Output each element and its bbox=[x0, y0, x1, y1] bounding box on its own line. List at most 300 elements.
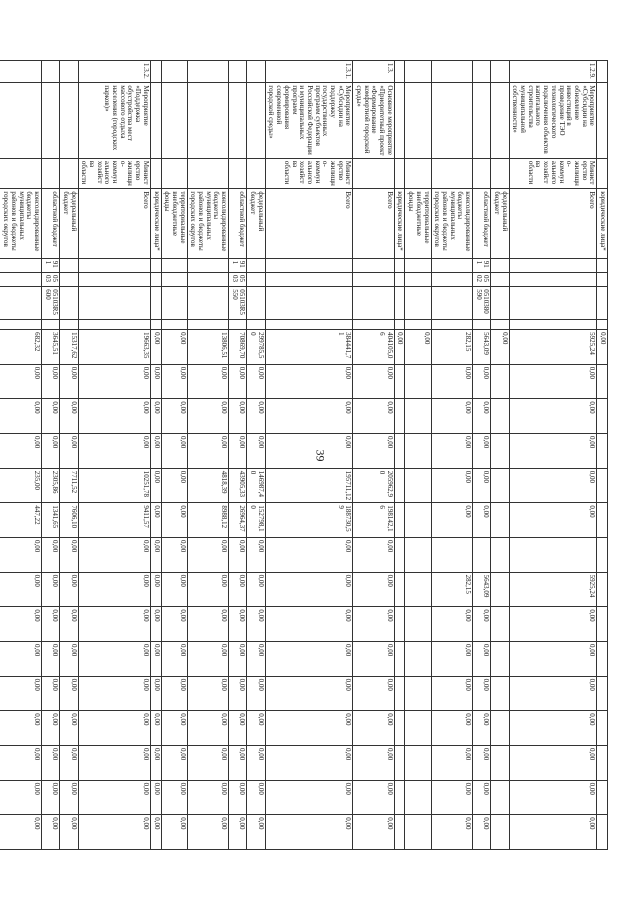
year-amount-cell: 0,00 bbox=[78, 711, 150, 746]
measure-name-cell: Основное мероприятие «Приоритетный проект «Формирование комфортной городской среды» bbox=[353, 83, 394, 158]
vr-code-cell bbox=[597, 319, 608, 329]
year-amount-cell: 0,00 bbox=[150, 434, 161, 469]
year-amount-cell: 0,00 bbox=[0, 641, 41, 676]
grbs-code-cell bbox=[431, 258, 472, 272]
vr-code-cell bbox=[509, 319, 597, 329]
measure-name-cell bbox=[597, 83, 608, 158]
table-row bbox=[405, 61, 431, 850]
row-number-cell bbox=[491, 61, 509, 83]
year-amount-cell: 0,00 bbox=[431, 815, 472, 850]
year-amount-cell: 0,00 bbox=[247, 607, 265, 642]
year-amount-cell: 0,00 bbox=[60, 364, 78, 399]
year-amount-cell bbox=[394, 745, 405, 780]
year-amount-cell bbox=[491, 815, 509, 850]
year-amount-cell: 188730,59 bbox=[265, 503, 353, 538]
rz-pr-code-cell: 0503 bbox=[229, 273, 247, 287]
year-amount-cell bbox=[394, 607, 405, 642]
year-amount-cell: 0,00 bbox=[41, 399, 59, 434]
measure-name-cell bbox=[60, 83, 78, 158]
total-amount-cell: 5925,24 bbox=[509, 330, 597, 365]
year-amount-cell: 0,00 bbox=[60, 434, 78, 469]
year-amount-cell: 0,00 bbox=[509, 468, 597, 503]
measure-name-cell bbox=[161, 83, 187, 158]
year-amount-cell: 0,00 bbox=[229, 399, 247, 434]
year-amount-cell: 0,00 bbox=[0, 745, 41, 780]
year-amount-cell: 0,00 bbox=[161, 538, 187, 573]
grbs-code-cell bbox=[405, 258, 431, 272]
csr-code-cell bbox=[187, 287, 228, 320]
year-amount-cell: 43905,33 bbox=[229, 468, 247, 503]
table-row bbox=[265, 61, 353, 850]
grbs-code-cell bbox=[353, 258, 394, 272]
grbs-code-cell bbox=[394, 258, 405, 272]
year-amount-cell: 0,00 bbox=[509, 434, 597, 469]
rz-pr-code-cell bbox=[353, 273, 394, 287]
year-amount-cell: 0,00 bbox=[473, 676, 491, 711]
grbs-code-cell bbox=[265, 258, 353, 272]
year-amount-cell: 0,00 bbox=[247, 434, 265, 469]
grbs-code-cell bbox=[60, 258, 78, 272]
year-amount-cell: 0,00 bbox=[41, 676, 59, 711]
year-amount-cell: 0,00 bbox=[473, 503, 491, 538]
year-amount-cell: 0,00 bbox=[473, 745, 491, 780]
grbs-code-cell: 911 bbox=[41, 258, 59, 272]
row-number-cell bbox=[187, 61, 228, 83]
year-amount-cell: 0,00 bbox=[229, 572, 247, 607]
year-amount-cell: 205962,90 bbox=[353, 468, 394, 503]
measure-name-cell bbox=[431, 83, 472, 158]
year-amount-cell: 0,00 bbox=[353, 745, 394, 780]
row-number-cell bbox=[150, 61, 161, 83]
grbs-code-cell bbox=[247, 258, 265, 272]
year-amount-cell bbox=[597, 745, 608, 780]
year-amount-cell: 0,00 bbox=[150, 572, 161, 607]
row-number-cell bbox=[247, 61, 265, 83]
csr-code-cell bbox=[597, 287, 608, 320]
executor-cell bbox=[353, 158, 394, 189]
row-number-cell bbox=[0, 61, 41, 83]
rz-pr-code-cell bbox=[161, 273, 187, 287]
year-amount-cell: 0,00 bbox=[509, 503, 597, 538]
year-amount-cell: 0,00 bbox=[509, 815, 597, 850]
year-amount-cell: 0,00 bbox=[161, 503, 187, 538]
measure-name-cell: Мероприятие «Субсидии на поддержку государственных программ субъектов Российской Федерации и муниципальных программ формирования современной городской среды» bbox=[265, 83, 353, 158]
year-amount-cell bbox=[597, 711, 608, 746]
year-amount-cell bbox=[491, 399, 509, 434]
year-amount-cell: 0,00 bbox=[265, 572, 353, 607]
year-amount-cell bbox=[394, 468, 405, 503]
year-amount-cell: 26964,37 bbox=[229, 503, 247, 538]
funding-source-cell: областной бюджет bbox=[229, 189, 247, 258]
year-amount-cell: 198142,16 bbox=[353, 503, 394, 538]
year-amount-cell bbox=[405, 503, 431, 538]
table-row bbox=[509, 61, 597, 850]
year-amount-cell: 0,00 bbox=[431, 399, 472, 434]
year-amount-cell: 0,00 bbox=[150, 676, 161, 711]
year-amount-cell: 0,00 bbox=[473, 815, 491, 850]
csr-code-cell bbox=[509, 287, 597, 320]
total-amount-cell: 0,00 bbox=[491, 330, 509, 365]
budget-table-area bbox=[2, 60, 608, 850]
year-amount-cell: 0,00 bbox=[247, 538, 265, 573]
year-amount-cell bbox=[394, 676, 405, 711]
rz-pr-code-cell bbox=[78, 273, 150, 287]
measure-name-cell bbox=[0, 83, 41, 158]
vr-code-cell bbox=[473, 319, 491, 329]
year-amount-cell: 0,00 bbox=[473, 780, 491, 815]
grbs-code-cell bbox=[509, 258, 597, 272]
rz-pr-code-cell bbox=[265, 273, 353, 287]
year-amount-cell: 0,00 bbox=[60, 538, 78, 573]
year-amount-cell: 0,00 bbox=[78, 607, 150, 642]
table-row bbox=[161, 61, 187, 850]
total-amount-cell: 70869,70 bbox=[229, 330, 247, 365]
year-amount-cell bbox=[597, 364, 608, 399]
year-amount-cell: 0,00 bbox=[431, 711, 472, 746]
funding-source-cell: юридические лица* bbox=[597, 189, 608, 258]
year-amount-cell: 0,00 bbox=[150, 745, 161, 780]
year-amount-cell bbox=[405, 641, 431, 676]
grbs-code-cell bbox=[150, 258, 161, 272]
year-amount-cell: 0,00 bbox=[60, 399, 78, 434]
year-amount-cell: 146987,40 bbox=[247, 468, 265, 503]
year-amount-cell: 0,00 bbox=[78, 780, 150, 815]
total-amount-cell: 15317,62 bbox=[60, 330, 78, 365]
year-amount-cell: 0,00 bbox=[0, 364, 41, 399]
funding-source-cell: территориальные внебюджетные фонды bbox=[161, 189, 187, 258]
year-amount-cell: 0,00 bbox=[0, 572, 41, 607]
funding-source-cell: областной бюджет bbox=[473, 189, 491, 258]
table-row bbox=[431, 61, 472, 850]
year-amount-cell: 0,00 bbox=[41, 745, 59, 780]
row-number-cell: 1.3. bbox=[353, 61, 394, 83]
csr-code-cell: 05103R5600 bbox=[41, 287, 59, 320]
year-amount-cell: 0,00 bbox=[161, 364, 187, 399]
funding-source-cell: федеральный бюджет bbox=[491, 189, 509, 258]
rz-pr-code-cell bbox=[150, 273, 161, 287]
rz-pr-code-cell: 0502 bbox=[473, 273, 491, 287]
year-amount-cell: 0,00 bbox=[150, 538, 161, 573]
vr-code-cell bbox=[150, 319, 161, 329]
row-number-cell bbox=[473, 61, 491, 83]
row-number-cell bbox=[405, 61, 431, 83]
year-amount-cell: 0,00 bbox=[473, 434, 491, 469]
year-amount-cell: 0,00 bbox=[473, 364, 491, 399]
vr-code-cell bbox=[60, 319, 78, 329]
vr-code-cell bbox=[491, 319, 509, 329]
year-amount-cell bbox=[491, 572, 509, 607]
year-amount-cell bbox=[491, 538, 509, 573]
year-amount-cell: 0,00 bbox=[509, 641, 597, 676]
year-amount-cell: 0,00 bbox=[78, 538, 150, 573]
funding-source-cell: юридические лица* bbox=[150, 189, 161, 258]
executor-cell bbox=[229, 158, 247, 189]
vr-code-cell bbox=[78, 319, 150, 329]
year-amount-cell: 0,00 bbox=[150, 503, 161, 538]
year-amount-cell: 0,00 bbox=[473, 468, 491, 503]
executor-cell bbox=[431, 158, 472, 189]
year-amount-cell: 0,00 bbox=[265, 745, 353, 780]
year-amount-cell: 0,00 bbox=[229, 364, 247, 399]
year-amount-cell bbox=[509, 538, 597, 573]
year-amount-cell: 0,00 bbox=[509, 711, 597, 746]
total-amount-cell: 0,00 bbox=[394, 330, 405, 365]
measure-name-cell bbox=[229, 83, 247, 158]
funding-source-cell: Всего bbox=[353, 189, 394, 258]
year-amount-cell: 0,00 bbox=[509, 364, 597, 399]
year-amount-cell: 0,00 bbox=[0, 815, 41, 850]
year-amount-cell: 0,00 bbox=[161, 572, 187, 607]
year-amount-cell: 0,00 bbox=[187, 538, 228, 573]
year-amount-cell: 0,00 bbox=[150, 780, 161, 815]
vr-code-cell bbox=[265, 319, 353, 329]
funding-source-cell: консолидированные бюджеты муниципальных районов и бюджеты городских округов bbox=[431, 189, 472, 258]
year-amount-cell: 0,00 bbox=[161, 468, 187, 503]
year-amount-cell: 0,00 bbox=[473, 711, 491, 746]
year-amount-cell: 0,00 bbox=[60, 572, 78, 607]
year-amount-cell: 0,00 bbox=[60, 815, 78, 850]
year-amount-cell bbox=[394, 780, 405, 815]
row-number-cell: 1.3.2. bbox=[78, 61, 150, 83]
csr-code-cell bbox=[394, 287, 405, 320]
year-amount-cell: 0,00 bbox=[78, 572, 150, 607]
vr-code-cell bbox=[0, 319, 41, 329]
total-amount-cell: 3645,51 bbox=[41, 330, 59, 365]
total-amount-cell: 0,00 bbox=[597, 330, 608, 365]
year-amount-cell bbox=[405, 434, 431, 469]
year-amount-cell: 0,00 bbox=[353, 434, 394, 469]
year-amount-cell: 0,00 bbox=[41, 711, 59, 746]
csr-code-cell bbox=[0, 287, 41, 320]
year-amount-cell: 0,00 bbox=[265, 711, 353, 746]
executor-cell bbox=[60, 158, 78, 189]
row-number-cell bbox=[394, 61, 405, 83]
year-amount-cell bbox=[597, 468, 608, 503]
year-amount-cell: 0,00 bbox=[161, 676, 187, 711]
year-amount-cell: 0,00 bbox=[60, 641, 78, 676]
year-amount-cell: 0,00 bbox=[247, 780, 265, 815]
year-amount-cell: 0,00 bbox=[229, 780, 247, 815]
year-amount-cell: 10251,78 bbox=[78, 468, 150, 503]
year-amount-cell: 0,00 bbox=[353, 711, 394, 746]
year-amount-cell: 0,00 bbox=[247, 711, 265, 746]
row-number-cell bbox=[229, 61, 247, 83]
year-amount-cell bbox=[405, 572, 431, 607]
year-amount-cell bbox=[473, 538, 491, 573]
year-amount-cell: 0,00 bbox=[41, 572, 59, 607]
csr-code-cell bbox=[431, 287, 472, 320]
total-amount-cell: 404105,06 bbox=[353, 330, 394, 365]
year-amount-cell: 0,00 bbox=[60, 780, 78, 815]
year-amount-cell: 0,00 bbox=[265, 815, 353, 850]
year-amount-cell: 7711,52 bbox=[60, 468, 78, 503]
year-amount-cell: 4818,39 bbox=[187, 468, 228, 503]
year-amount-cell bbox=[405, 745, 431, 780]
measure-name-cell bbox=[405, 83, 431, 158]
year-amount-cell: 0,00 bbox=[353, 364, 394, 399]
year-amount-cell: 0,00 bbox=[431, 780, 472, 815]
rz-pr-code-cell bbox=[491, 273, 509, 287]
executor-cell bbox=[405, 158, 431, 189]
measure-name-cell bbox=[491, 83, 509, 158]
vr-code-cell bbox=[353, 319, 394, 329]
year-amount-cell: 152798,10 bbox=[247, 503, 265, 538]
year-amount-cell bbox=[405, 780, 431, 815]
year-amount-cell: 1341,65 bbox=[41, 503, 59, 538]
csr-code-cell bbox=[405, 287, 431, 320]
table-row bbox=[187, 61, 228, 850]
year-amount-cell: 0,00 bbox=[509, 676, 597, 711]
year-amount-cell: 0,00 bbox=[431, 364, 472, 399]
year-amount-cell: 0,00 bbox=[431, 745, 472, 780]
row-number-cell bbox=[41, 61, 59, 83]
year-amount-cell: 0,00 bbox=[0, 434, 41, 469]
year-amount-cell: 0,00 bbox=[41, 538, 59, 573]
year-amount-cell: 0,00 bbox=[353, 607, 394, 642]
table-row bbox=[394, 61, 405, 850]
year-amount-cell: 447,22 bbox=[0, 503, 41, 538]
year-amount-cell: 0,00 bbox=[161, 434, 187, 469]
measure-name-cell bbox=[41, 83, 59, 158]
executor-cell: Министерство жилищно-коммунального хозяйства области bbox=[265, 158, 353, 189]
year-amount-cell: 0,00 bbox=[41, 364, 59, 399]
year-amount-cell bbox=[491, 676, 509, 711]
year-amount-cell bbox=[405, 364, 431, 399]
year-amount-cell: 0,00 bbox=[161, 745, 187, 780]
year-amount-cell: 0,00 bbox=[265, 434, 353, 469]
total-amount-cell: 0,00 bbox=[150, 330, 161, 365]
csr-code-cell bbox=[161, 287, 187, 320]
year-amount-cell: 0,00 bbox=[78, 676, 150, 711]
funding-source-cell: федеральный бюджет bbox=[247, 189, 265, 258]
row-number-cell bbox=[161, 61, 187, 83]
measure-name-cell: Мероприятие «Поддержка обустройства мест массового отдыха населения (городских парков)» bbox=[78, 83, 150, 158]
year-amount-cell: 0,00 bbox=[247, 399, 265, 434]
year-amount-cell: 0,00 bbox=[78, 364, 150, 399]
year-amount-cell bbox=[405, 815, 431, 850]
table-row bbox=[41, 61, 59, 850]
year-amount-cell bbox=[405, 538, 431, 573]
executor-cell bbox=[150, 158, 161, 189]
year-amount-cell: 0,00 bbox=[41, 815, 59, 850]
table-row bbox=[0, 61, 41, 850]
budget-table-body bbox=[0, 61, 608, 850]
year-amount-cell: 0,00 bbox=[0, 676, 41, 711]
csr-code-cell bbox=[353, 287, 394, 320]
year-amount-cell: 0,00 bbox=[187, 815, 228, 850]
year-amount-cell: 0,00 bbox=[0, 538, 41, 573]
budget-table bbox=[0, 60, 608, 850]
year-amount-cell: 195711,12 bbox=[265, 468, 353, 503]
year-amount-cell bbox=[491, 434, 509, 469]
year-amount-cell: 0,00 bbox=[78, 815, 150, 850]
year-amount-cell: 0,00 bbox=[150, 364, 161, 399]
year-amount-cell: 0,00 bbox=[187, 364, 228, 399]
year-amount-cell bbox=[394, 641, 405, 676]
executor-cell bbox=[161, 158, 187, 189]
table-row bbox=[491, 61, 509, 850]
funding-source-cell: консолидированные бюджеты муниципальных районов и бюджеты городских округов bbox=[0, 189, 41, 258]
year-amount-cell: 0,00 bbox=[150, 711, 161, 746]
funding-source-cell: территориальные внебюджетные фонды bbox=[405, 189, 431, 258]
year-amount-cell: 0,00 bbox=[247, 572, 265, 607]
year-amount-cell: 0,00 bbox=[353, 815, 394, 850]
grbs-code-cell bbox=[597, 258, 608, 272]
year-amount-cell bbox=[597, 434, 608, 469]
year-amount-cell: 0,00 bbox=[150, 641, 161, 676]
rotated-table-container bbox=[2, 60, 608, 850]
year-amount-cell bbox=[394, 434, 405, 469]
executor-cell: Министерство жилищно-коммунального хозяйства области bbox=[78, 158, 150, 189]
year-amount-cell bbox=[405, 468, 431, 503]
table-row bbox=[247, 61, 265, 850]
year-amount-cell bbox=[597, 676, 608, 711]
csr-code-cell: 0510380590 bbox=[473, 287, 491, 320]
year-amount-cell: 0,00 bbox=[265, 607, 353, 642]
year-amount-cell: 0,00 bbox=[60, 745, 78, 780]
year-amount-cell bbox=[597, 641, 608, 676]
year-amount-cell: 0,00 bbox=[247, 641, 265, 676]
year-amount-cell: 0,00 bbox=[431, 641, 472, 676]
vr-code-cell bbox=[41, 319, 59, 329]
year-amount-cell bbox=[394, 572, 405, 607]
year-amount-cell bbox=[394, 503, 405, 538]
funding-source-cell: федеральный бюджет bbox=[60, 189, 78, 258]
year-amount-cell: 0,00 bbox=[265, 538, 353, 573]
year-amount-cell: 0,00 bbox=[431, 434, 472, 469]
table-row bbox=[150, 61, 161, 850]
year-amount-cell: 0,00 bbox=[150, 468, 161, 503]
csr-code-cell bbox=[265, 287, 353, 320]
year-amount-cell: 0,00 bbox=[0, 399, 41, 434]
year-amount-cell: 0,00 bbox=[161, 641, 187, 676]
year-amount-cell: 0,00 bbox=[473, 607, 491, 642]
year-amount-cell: 0,00 bbox=[229, 711, 247, 746]
grbs-code-cell bbox=[491, 258, 509, 272]
year-amount-cell: 0,00 bbox=[187, 676, 228, 711]
year-amount-cell bbox=[491, 641, 509, 676]
executor-cell bbox=[247, 158, 265, 189]
executor-cell bbox=[473, 158, 491, 189]
total-amount-cell: 384441,71 bbox=[265, 330, 353, 365]
total-amount-cell: 282,15 bbox=[431, 330, 472, 365]
year-amount-cell bbox=[597, 572, 608, 607]
year-amount-cell: 0,00 bbox=[353, 676, 394, 711]
year-amount-cell bbox=[597, 780, 608, 815]
rz-pr-code-cell bbox=[394, 273, 405, 287]
year-amount-cell: 0,00 bbox=[247, 364, 265, 399]
year-amount-cell bbox=[431, 538, 472, 573]
year-amount-cell: 0,00 bbox=[187, 711, 228, 746]
row-number-cell: 1.3.1. bbox=[265, 61, 353, 83]
executor-cell: Министерство жилищно-коммунального хозяйства области bbox=[509, 158, 597, 189]
year-amount-cell: 0,00 bbox=[78, 641, 150, 676]
year-amount-cell: 0,00 bbox=[247, 745, 265, 780]
rz-pr-code-cell bbox=[60, 273, 78, 287]
year-amount-cell: 0,00 bbox=[161, 399, 187, 434]
year-amount-cell: 2305,86 bbox=[41, 468, 59, 503]
year-amount-cell: 0,00 bbox=[229, 641, 247, 676]
funding-source-cell: областной бюджет bbox=[41, 189, 59, 258]
year-amount-cell: 0,00 bbox=[431, 676, 472, 711]
year-amount-cell: 0,00 bbox=[265, 399, 353, 434]
page-number: 39 bbox=[313, 449, 328, 462]
rz-pr-code-cell bbox=[431, 273, 472, 287]
executor-cell bbox=[491, 158, 509, 189]
total-amount-cell: 299785,50 bbox=[247, 330, 265, 365]
executor-cell bbox=[597, 158, 608, 189]
year-amount-cell: 5925,24 bbox=[509, 572, 597, 607]
